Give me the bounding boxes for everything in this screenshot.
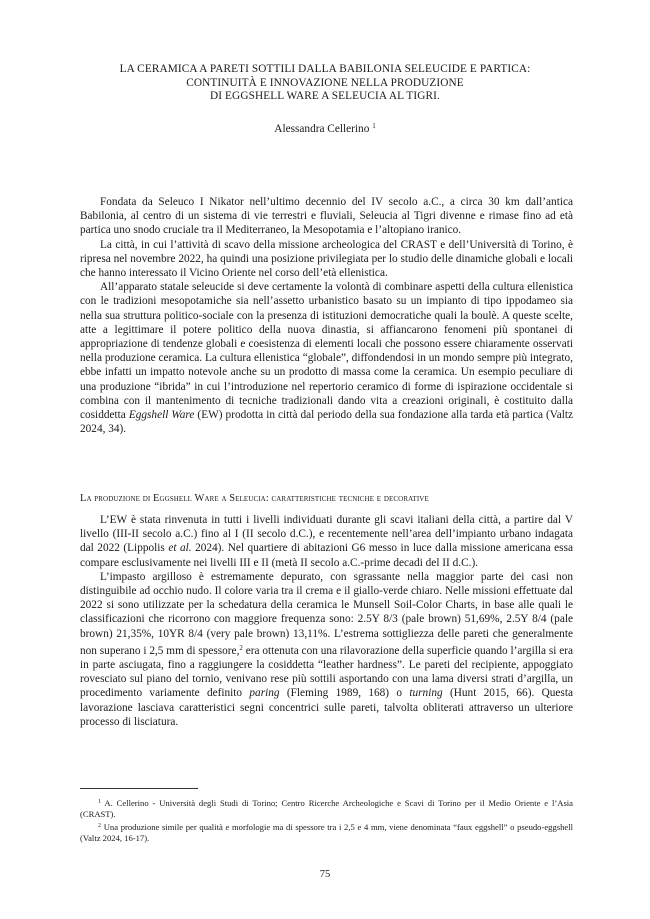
intro-paragraph-1: Fondata da Seleuco I Nikator nell’ultimo decennio del IV secolo a.C., a circa 30 km dall’antica Babilonia, al centro di un sistema di vie terrestri e fluviali, Seleucia al Tigri divenne e rimase fino ad età partica uno snodo cruciale tra il Mediterraneo, la Mesopotamia e l’altopiano iranico. — [80, 196, 573, 237]
section-p1-text-b: 2024). Nel quartiere di abitazioni G6 messo in luce dalla missione americana essa compare esclusivamente nei livelli III e II (metà II secolo a.C.-prime decadi del II d.C.). — [80, 542, 573, 569]
section-paragraph-1 — [80, 513, 573, 570]
section-p1-et-al: et al. — [168, 542, 192, 555]
footnotes — [80, 797, 573, 845]
section-p2-paring: paring — [249, 687, 280, 700]
section-heading — [80, 493, 573, 504]
section-p2-text-d: (Hunt 2015, 66). Questa lavorazione lasciava caratteristici segni concentrici sulle pareti, talvolta obliterati attraverso un ulteriore processo di lisciatura. — [80, 687, 573, 728]
paper-title — [70, 63, 580, 104]
footnote-1-text: A. Cellerino - Università degli Studi di Torino; Centro Ricerche Archeologiche e Scavi di Torino per il Medio Oriente e l’Asia (CRAST). — [80, 798, 573, 819]
intro-section — [80, 195, 573, 436]
intro-p3-text-a: All’apparato statale seleucide si deve certamente la volontà di combinare aspetti della cultura ellenistica con le tradizioni mesopotamiche sia nell’assetto urbanistico basato su un impianto di tipo ippodameo sia nella sua struttura politico-sociale con la presenza di istituzioni democratiche quali la boulè. A queste scelte, atte a legittimare il potere politico della nuova dinastia, si affiancarono fenomeni più spontanei di appropriazione di tendenze globali e coesistenza di elementi locali che possono essere chiaramente osservati nella produzione ceramica. La cultura ellenistica “globale”, diffondendosi in un mondo sempre più integrato, ebbe infatti un impatto notevole anche su un prodotto di massa come la ceramica. Un esempio peculiare di una produzione “ibrida” in cui l’introduzione nel repertorio ceramico di forme di ispirazione occidentale si combina con il mantenimento di tecniche tradizionali dando vita a creazioni originali, è costituito dalla cosiddetta — [80, 281, 573, 422]
section-p2-text-a: L’impasto argilloso è estremamente depurato, con sgrassante nella maggior parte dei casi non distinguibile ad occhio nudo. Il colore varia tra il crema e il giallo-verde chiaro. Nelle missioni effettuate dal 2022 si sono utilizzate per la schedatura della ceramica le Munsell Soil-Color Charts, in base alle quali le classificazioni che ricorrono con maggiore frequenza sono: 2.5Y 8/3 (pale brown) 51,69%, 2.5Y 8/4 (pale brown) 21,35%, 10YR 8/4 (very pale brown) 13,11%. L’estrema sottigliezza delle pareti che generalmente non superano i 2,5 mm di spessore, — [80, 570, 573, 657]
title-line-3: DI EGGSHELL WARE A SELEUCIA AL TIGRI. — [210, 90, 440, 102]
title-line-2: CONTINUITÀ E INNOVAZIONE NELLA PRODUZIONE — [186, 76, 464, 89]
section-p2-text-b: era ottenuta con una rilavorazione della superficie quando l’argilla si era in parte asciugata, fino a raggiungere la cosiddetta “leather hardness”. Le pareti del recipiente, appoggiato rovesciato sul piano del tornio, venivano rese più sottili asportando con una lama diversi strati d’argilla, un procedimento variamente definito — [80, 644, 573, 700]
title-line-1: LA CERAMICA A PARETI SOTTILI DALLA BABILONIA SELEUCIDE E PARTICA: — [119, 63, 531, 75]
section-paragraph-2 — [80, 570, 573, 729]
footnote-separator — [80, 788, 198, 789]
intro-paragraph-2: La città, in cui l’attività di scavo della missione archeologica del CRAST e dell’Università di Torino, è ripresa nel novembre 2022, ha quindi una posizione privilegiata per lo studio delle dinamiche globali e locali che hanno interessato il Vicino Oriente nel corso dell’età ellenistica. — [80, 238, 573, 280]
section-p2-turning: turning — [409, 687, 443, 700]
page-number: 75 — [319, 869, 331, 880]
section-p1-text-a: L’EW è stata rinvenuta in tutti i livelli individuati durante gli scavi italiani della città, a partire dal V livello (III-II secolo a.C.) fino al I (II secolo d.C.), e recentemente nell’area dell’impianto urbano indagata dal 2022 (Lippolis — [80, 514, 573, 555]
footnote-marker-2[interactable]: 2 — [239, 643, 243, 652]
footnote-2-text: Una produzione simile per qualità e morfologie ma di spessore tra i 2,5 e 4 mm, viene denominata “faux eggshell” o pseudo-eggshell (Valtz 2024, 16-17). — [80, 822, 573, 843]
intro-p3-text-b: (EW) prodotta in città dal periodo della sua fondazione alla tarda età partica (Valtz 2024, 34). — [80, 409, 574, 436]
footnote-1 — [80, 797, 573, 820]
section-body — [80, 513, 573, 729]
footnote-1-number: 1 — [98, 799, 101, 805]
section-heading-text: La produzione di Eggshell Ware a Seleucia: caratteristiche tecniche e decorative — [80, 493, 429, 504]
author-footnote-marker[interactable]: 1 — [372, 122, 376, 130]
author — [70, 122, 580, 135]
footnote-2 — [80, 821, 573, 844]
footnote-2-number: 2 — [98, 823, 101, 829]
intro-p3-eggshell-ware: Eggshell Ware — [128, 409, 195, 422]
author-name: Alessandra Cellerino — [274, 123, 370, 135]
section-p2-text-c: (Fleming 1989, 168) o — [279, 687, 410, 700]
intro-paragraph-3 — [80, 280, 573, 436]
